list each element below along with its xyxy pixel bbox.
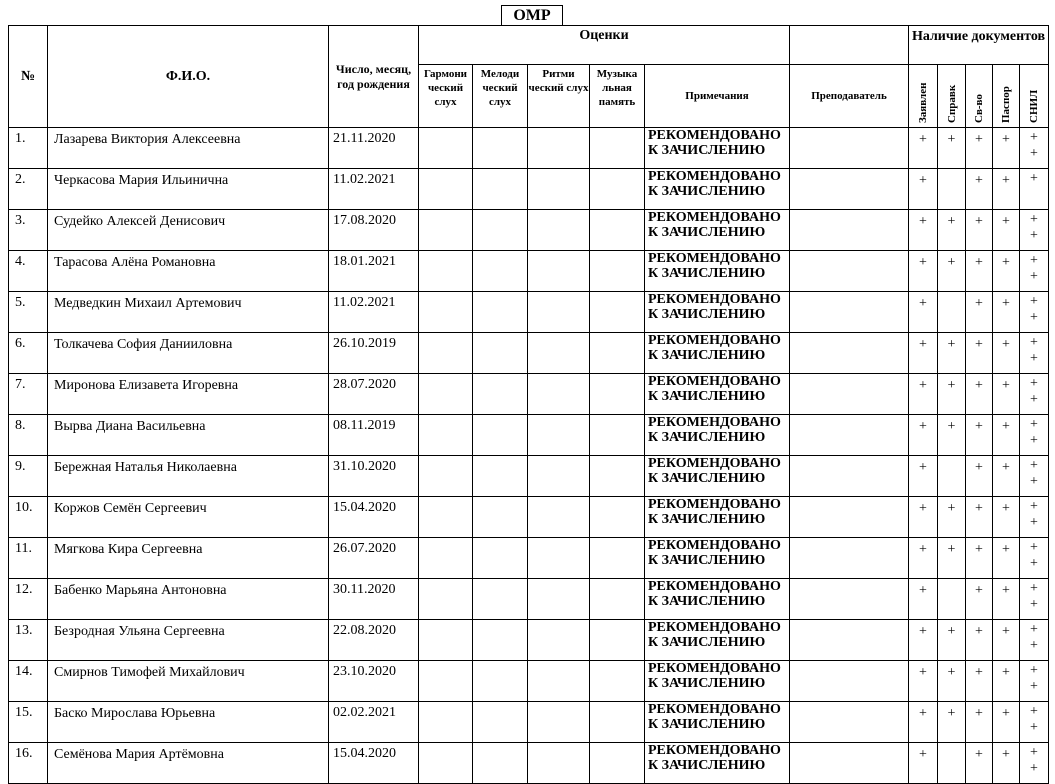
grade-rhythmic (528, 333, 590, 374)
grade-rhythmic (528, 456, 590, 497)
doc-certificate: + (938, 251, 966, 292)
grade-melodic (473, 128, 528, 169)
grade-rhythmic (528, 661, 590, 702)
grade-melodic (473, 661, 528, 702)
doc-passport: + (993, 210, 1020, 251)
row-number: 9. (9, 456, 48, 497)
student-name: Миронова Елизавета Игоревна (48, 374, 329, 415)
grade-harmonic (419, 620, 473, 661)
doc-passport: + (993, 169, 1020, 210)
teacher-cell (790, 128, 909, 169)
doc-birth-cert: + (966, 415, 993, 456)
table-row (9, 620, 1049, 661)
grade-memory (590, 374, 645, 415)
row-number: 12. (9, 579, 48, 620)
note-line-1: РЕКОМЕНДОВАНО (648, 661, 781, 676)
student-name: Черкасова Мария Ильинична (48, 169, 329, 210)
header-birth-date: Число, месяц, год рождения (329, 26, 419, 128)
grade-rhythmic (528, 251, 590, 292)
note-line-1: РЕКОМЕНДОВАНО (648, 210, 781, 225)
table-row (9, 210, 1049, 251)
doc-snils: + + (1020, 251, 1049, 292)
doc-snils: + + (1020, 292, 1049, 333)
birth-date: 21.11.2020 (329, 128, 419, 169)
student-name: Мягкова Кира Сергеевна (48, 538, 329, 579)
note-cell (645, 374, 790, 415)
grade-melodic (473, 743, 528, 784)
note-cell (645, 292, 790, 333)
title-spacer-right (909, 5, 1049, 26)
doc-certificate: + (938, 661, 966, 702)
birth-date: 08.11.2019 (329, 415, 419, 456)
grade-memory (590, 169, 645, 210)
teacher-cell (790, 210, 909, 251)
doc-certificate (938, 456, 966, 497)
grade-rhythmic (528, 169, 590, 210)
doc-passport: + (993, 333, 1020, 374)
doc-birth-cert: + (966, 210, 993, 251)
grade-rhythmic (528, 702, 590, 743)
note-line-2: К ЗАЧИСЛЕНИЮ (648, 225, 766, 240)
teacher-cell (790, 538, 909, 579)
student-name: Бабенко Марьяна Антоновна (48, 579, 329, 620)
student-name: Толкачева София Данииловна (48, 333, 329, 374)
doc-birth-cert: + (966, 661, 993, 702)
note-line-1: РЕКОМЕНДОВАНО (648, 169, 781, 184)
table-row (9, 743, 1049, 784)
header-number: № (9, 26, 48, 128)
doc-snils: + + (1020, 579, 1049, 620)
doc-application: + (909, 292, 938, 333)
student-name: Баско Мирослава Юрьевна (48, 702, 329, 743)
doc-application: + (909, 251, 938, 292)
birth-date: 02.02.2021 (329, 702, 419, 743)
grade-harmonic (419, 251, 473, 292)
note-line-2: К ЗАЧИСЛЕНИЮ (648, 676, 766, 691)
doc-snils: + + (1020, 620, 1049, 661)
header-doc-snils (1020, 65, 1049, 128)
row-number: 15. (9, 702, 48, 743)
doc-certificate: + (938, 497, 966, 538)
doc-application: + (909, 743, 938, 784)
note-line-1: РЕКОМЕНДОВАНО (648, 620, 781, 635)
table-row (9, 579, 1049, 620)
note-cell (645, 579, 790, 620)
doc-application: + (909, 128, 938, 169)
grade-memory (590, 579, 645, 620)
note-cell (645, 169, 790, 210)
student-name: Лазарева Виктория Алексеевна (48, 128, 329, 169)
note-line-2: К ЗАЧИСЛЕНИЮ (648, 143, 766, 158)
teacher-cell (790, 292, 909, 333)
note-cell (645, 538, 790, 579)
doc-snils: + + (1020, 128, 1049, 169)
table-row (9, 661, 1049, 702)
note-cell (645, 497, 790, 538)
doc-snils: + + (1020, 497, 1049, 538)
grade-rhythmic (528, 210, 590, 251)
note-line-1: РЕКОМЕНДОВАНО (648, 333, 781, 348)
table-row (9, 128, 1049, 169)
doc-application: + (909, 702, 938, 743)
teacher-cell (790, 374, 909, 415)
note-line-2: К ЗАЧИСЛЕНИЮ (648, 758, 766, 773)
header-doc-certificate-label: Справк (945, 84, 958, 123)
teacher-cell (790, 415, 909, 456)
header-teacher-top (790, 26, 909, 65)
student-name: Вырва Диана Васильевна (48, 415, 329, 456)
doc-application: + (909, 210, 938, 251)
table-row (9, 538, 1049, 579)
grade-melodic (473, 333, 528, 374)
teacher-cell (790, 661, 909, 702)
student-name: Коржов Семён Сергеевич (48, 497, 329, 538)
row-number: 2. (9, 169, 48, 210)
header-doc-application-label: Заявлен (917, 82, 929, 123)
grade-memory (590, 620, 645, 661)
table-row (9, 497, 1049, 538)
grade-rhythmic (528, 292, 590, 333)
title-spacer-left (9, 5, 909, 26)
student-name: Судейко Алексей Денисович (48, 210, 329, 251)
grade-melodic (473, 702, 528, 743)
doc-snils: + + (1020, 456, 1049, 497)
note-line-2: К ЗАЧИСЛЕНИЮ (648, 635, 766, 650)
doc-birth-cert: + (966, 251, 993, 292)
doc-application: + (909, 456, 938, 497)
header-fio: Ф.И.О. (48, 26, 329, 128)
header-teacher: Преподаватель (790, 65, 909, 128)
header-melodic-hearing: Мелоди ческий слух (473, 65, 528, 128)
header-doc-birth-cert-label: Св-во (973, 94, 985, 123)
grade-harmonic (419, 456, 473, 497)
grade-rhythmic (528, 743, 590, 784)
doc-application: + (909, 374, 938, 415)
teacher-cell (790, 169, 909, 210)
doc-passport: + (993, 661, 1020, 702)
birth-date: 11.02.2021 (329, 169, 419, 210)
doc-passport: + (993, 702, 1020, 743)
doc-birth-cert: + (966, 620, 993, 661)
note-line-1: РЕКОМЕНДОВАНО (648, 702, 781, 717)
doc-birth-cert: + (966, 169, 993, 210)
note-line-2: К ЗАЧИСЛЕНИЮ (648, 594, 766, 609)
doc-application: + (909, 579, 938, 620)
header-doc-birth-cert (966, 65, 993, 128)
row-number: 8. (9, 415, 48, 456)
table-row (9, 292, 1049, 333)
grade-memory (590, 292, 645, 333)
grade-melodic (473, 538, 528, 579)
doc-passport: + (993, 251, 1020, 292)
title-rule (8, 25, 1048, 26)
row-number: 4. (9, 251, 48, 292)
grade-harmonic (419, 415, 473, 456)
doc-snils: + + (1020, 210, 1049, 251)
doc-snils: + + (1020, 661, 1049, 702)
header-grades: Оценки (419, 26, 790, 65)
teacher-cell (790, 497, 909, 538)
grade-melodic (473, 620, 528, 661)
note-line-2: К ЗАЧИСЛЕНИЮ (648, 184, 766, 199)
grade-harmonic (419, 661, 473, 702)
birth-date: 30.11.2020 (329, 579, 419, 620)
grade-rhythmic (528, 128, 590, 169)
birth-date: 31.10.2020 (329, 456, 419, 497)
table-row (9, 169, 1049, 210)
note-line-2: К ЗАЧИСЛЕНИЮ (648, 307, 766, 322)
grade-rhythmic (528, 497, 590, 538)
note-line-1: РЕКОМЕНДОВАНО (648, 538, 781, 553)
table-row (9, 374, 1049, 415)
student-name: Семёнова Мария Артёмовна (48, 743, 329, 784)
header-documents: Наличие документов (909, 26, 1049, 65)
note-cell (645, 128, 790, 169)
doc-snils: + + (1020, 538, 1049, 579)
birth-date: 26.10.2019 (329, 333, 419, 374)
doc-birth-cert: + (966, 743, 993, 784)
grade-harmonic (419, 210, 473, 251)
grade-memory (590, 415, 645, 456)
doc-passport: + (993, 128, 1020, 169)
note-line-2: К ЗАЧИСЛЕНИЮ (648, 553, 766, 568)
doc-certificate (938, 579, 966, 620)
note-line-1: РЕКОМЕНДОВАНО (648, 579, 781, 594)
grade-melodic (473, 210, 528, 251)
student-name: Безродная Ульяна Сергеевна (48, 620, 329, 661)
doc-certificate (938, 169, 966, 210)
birth-date: 26.07.2020 (329, 538, 419, 579)
row-number: 16. (9, 743, 48, 784)
grade-melodic (473, 497, 528, 538)
row-number: 5. (9, 292, 48, 333)
row-number: 6. (9, 333, 48, 374)
grade-melodic (473, 169, 528, 210)
doc-birth-cert: + (966, 128, 993, 169)
teacher-cell (790, 456, 909, 497)
note-line-2: К ЗАЧИСЛЕНИЮ (648, 512, 766, 527)
header-doc-certificate (938, 65, 966, 128)
doc-application: + (909, 661, 938, 702)
grade-memory (590, 661, 645, 702)
table-row (9, 456, 1049, 497)
note-line-2: К ЗАЧИСЛЕНИЮ (648, 389, 766, 404)
note-line-1: РЕКОМЕНДОВАНО (648, 743, 781, 758)
note-line-1: РЕКОМЕНДОВАНО (648, 497, 781, 512)
table-row (9, 702, 1049, 743)
birth-date: 15.04.2020 (329, 497, 419, 538)
note-cell (645, 333, 790, 374)
doc-application: + (909, 415, 938, 456)
grade-harmonic (419, 497, 473, 538)
note-line-2: К ЗАЧИСЛЕНИЮ (648, 348, 766, 363)
doc-birth-cert: + (966, 538, 993, 579)
grade-harmonic (419, 333, 473, 374)
note-cell (645, 415, 790, 456)
page-title: ОМР (501, 5, 563, 26)
header-doc-snils-label: СНИЛ (1028, 89, 1040, 123)
doc-birth-cert: + (966, 374, 993, 415)
note-line-2: К ЗАЧИСЛЕНИЮ (648, 717, 766, 732)
grade-rhythmic (528, 538, 590, 579)
grade-rhythmic (528, 374, 590, 415)
doc-birth-cert: + (966, 702, 993, 743)
grade-harmonic (419, 169, 473, 210)
doc-snils: + + (1020, 415, 1049, 456)
doc-passport: + (993, 415, 1020, 456)
doc-birth-cert: + (966, 333, 993, 374)
doc-birth-cert: + (966, 579, 993, 620)
note-line-2: К ЗАЧИСЛЕНИЮ (648, 471, 766, 486)
header-rhythmic-hearing: Ритми ческий слух (528, 65, 590, 128)
teacher-cell (790, 743, 909, 784)
grade-harmonic (419, 743, 473, 784)
teacher-cell (790, 333, 909, 374)
note-cell (645, 210, 790, 251)
grade-melodic (473, 251, 528, 292)
table-row (9, 333, 1049, 374)
note-line-1: РЕКОМЕНДОВАНО (648, 456, 781, 471)
doc-snils: + (1020, 169, 1049, 210)
doc-birth-cert: + (966, 292, 993, 333)
doc-certificate: + (938, 415, 966, 456)
header-doc-passport-label: Паспор (1000, 86, 1012, 123)
grade-memory (590, 251, 645, 292)
teacher-cell (790, 702, 909, 743)
birth-date: 17.08.2020 (329, 210, 419, 251)
teacher-cell (790, 620, 909, 661)
grade-memory (590, 497, 645, 538)
student-name: Смирнов Тимофей Михайлович (48, 661, 329, 702)
grade-harmonic (419, 579, 473, 620)
note-line-1: РЕКОМЕНДОВАНО (648, 374, 781, 389)
grade-rhythmic (528, 579, 590, 620)
doc-passport: + (993, 456, 1020, 497)
birth-date: 22.08.2020 (329, 620, 419, 661)
header-notes: Примечания (645, 65, 790, 128)
header-harmonic-hearing: Гармони ческий слух (419, 65, 473, 128)
grade-rhythmic (528, 415, 590, 456)
note-line-1: РЕКОМЕНДОВАНО (648, 292, 781, 307)
note-line-1: РЕКОМЕНДОВАНО (648, 415, 781, 430)
row-number: 3. (9, 210, 48, 251)
grade-rhythmic (528, 620, 590, 661)
birth-date: 18.01.2021 (329, 251, 419, 292)
doc-certificate: + (938, 538, 966, 579)
grade-memory (590, 743, 645, 784)
doc-certificate: + (938, 620, 966, 661)
grade-memory (590, 456, 645, 497)
student-name: Бережная Наталья Николаевна (48, 456, 329, 497)
grade-harmonic (419, 128, 473, 169)
doc-passport: + (993, 497, 1020, 538)
grade-memory (590, 128, 645, 169)
note-cell (645, 251, 790, 292)
row-number: 1. (9, 128, 48, 169)
doc-application: + (909, 538, 938, 579)
doc-passport: + (993, 743, 1020, 784)
omr-table (8, 5, 1049, 784)
note-cell (645, 702, 790, 743)
header-doc-passport (993, 65, 1020, 128)
teacher-cell (790, 251, 909, 292)
header-musical-memory: Музыка льная память (590, 65, 645, 128)
row-number: 7. (9, 374, 48, 415)
doc-certificate: + (938, 210, 966, 251)
doc-certificate (938, 743, 966, 784)
birth-date: 28.07.2020 (329, 374, 419, 415)
birth-date: 11.02.2021 (329, 292, 419, 333)
grade-memory (590, 538, 645, 579)
doc-snils: + + (1020, 374, 1049, 415)
grade-memory (590, 702, 645, 743)
note-line-1: РЕКОМЕНДОВАНО (648, 251, 781, 266)
doc-application: + (909, 333, 938, 374)
grade-melodic (473, 374, 528, 415)
doc-application: + (909, 620, 938, 661)
doc-certificate: + (938, 128, 966, 169)
table-row (9, 251, 1049, 292)
row-number: 13. (9, 620, 48, 661)
doc-passport: + (993, 374, 1020, 415)
birth-date: 23.10.2020 (329, 661, 419, 702)
note-cell (645, 661, 790, 702)
grade-melodic (473, 456, 528, 497)
doc-birth-cert: + (966, 456, 993, 497)
doc-passport: + (993, 292, 1020, 333)
grade-harmonic (419, 374, 473, 415)
row-number: 10. (9, 497, 48, 538)
doc-passport: + (993, 538, 1020, 579)
grade-melodic (473, 579, 528, 620)
doc-certificate (938, 292, 966, 333)
doc-passport: + (993, 579, 1020, 620)
doc-snils: + + (1020, 702, 1049, 743)
doc-application: + (909, 497, 938, 538)
note-line-1: РЕКОМЕНДОВАНО (648, 128, 781, 143)
grade-melodic (473, 292, 528, 333)
doc-birth-cert: + (966, 497, 993, 538)
row-number: 14. (9, 661, 48, 702)
note-line-2: К ЗАЧИСЛЕНИЮ (648, 430, 766, 445)
doc-certificate: + (938, 333, 966, 374)
doc-application: + (909, 169, 938, 210)
note-cell (645, 743, 790, 784)
table-row (9, 415, 1049, 456)
doc-certificate: + (938, 702, 966, 743)
doc-certificate: + (938, 374, 966, 415)
grade-harmonic (419, 538, 473, 579)
grade-melodic (473, 415, 528, 456)
grade-harmonic (419, 292, 473, 333)
grade-memory (590, 210, 645, 251)
student-name: Медведкин Михаил Артемович (48, 292, 329, 333)
doc-snils: + + (1020, 743, 1049, 784)
student-name: Тарасова Алёна Романовна (48, 251, 329, 292)
note-line-2: К ЗАЧИСЛЕНИЮ (648, 266, 766, 281)
grade-harmonic (419, 702, 473, 743)
note-cell (645, 456, 790, 497)
row-number: 11. (9, 538, 48, 579)
grade-memory (590, 333, 645, 374)
teacher-cell (790, 579, 909, 620)
header-doc-application (909, 65, 938, 128)
doc-snils: + + (1020, 333, 1049, 374)
birth-date: 15.04.2020 (329, 743, 419, 784)
doc-passport: + (993, 620, 1020, 661)
note-cell (645, 620, 790, 661)
